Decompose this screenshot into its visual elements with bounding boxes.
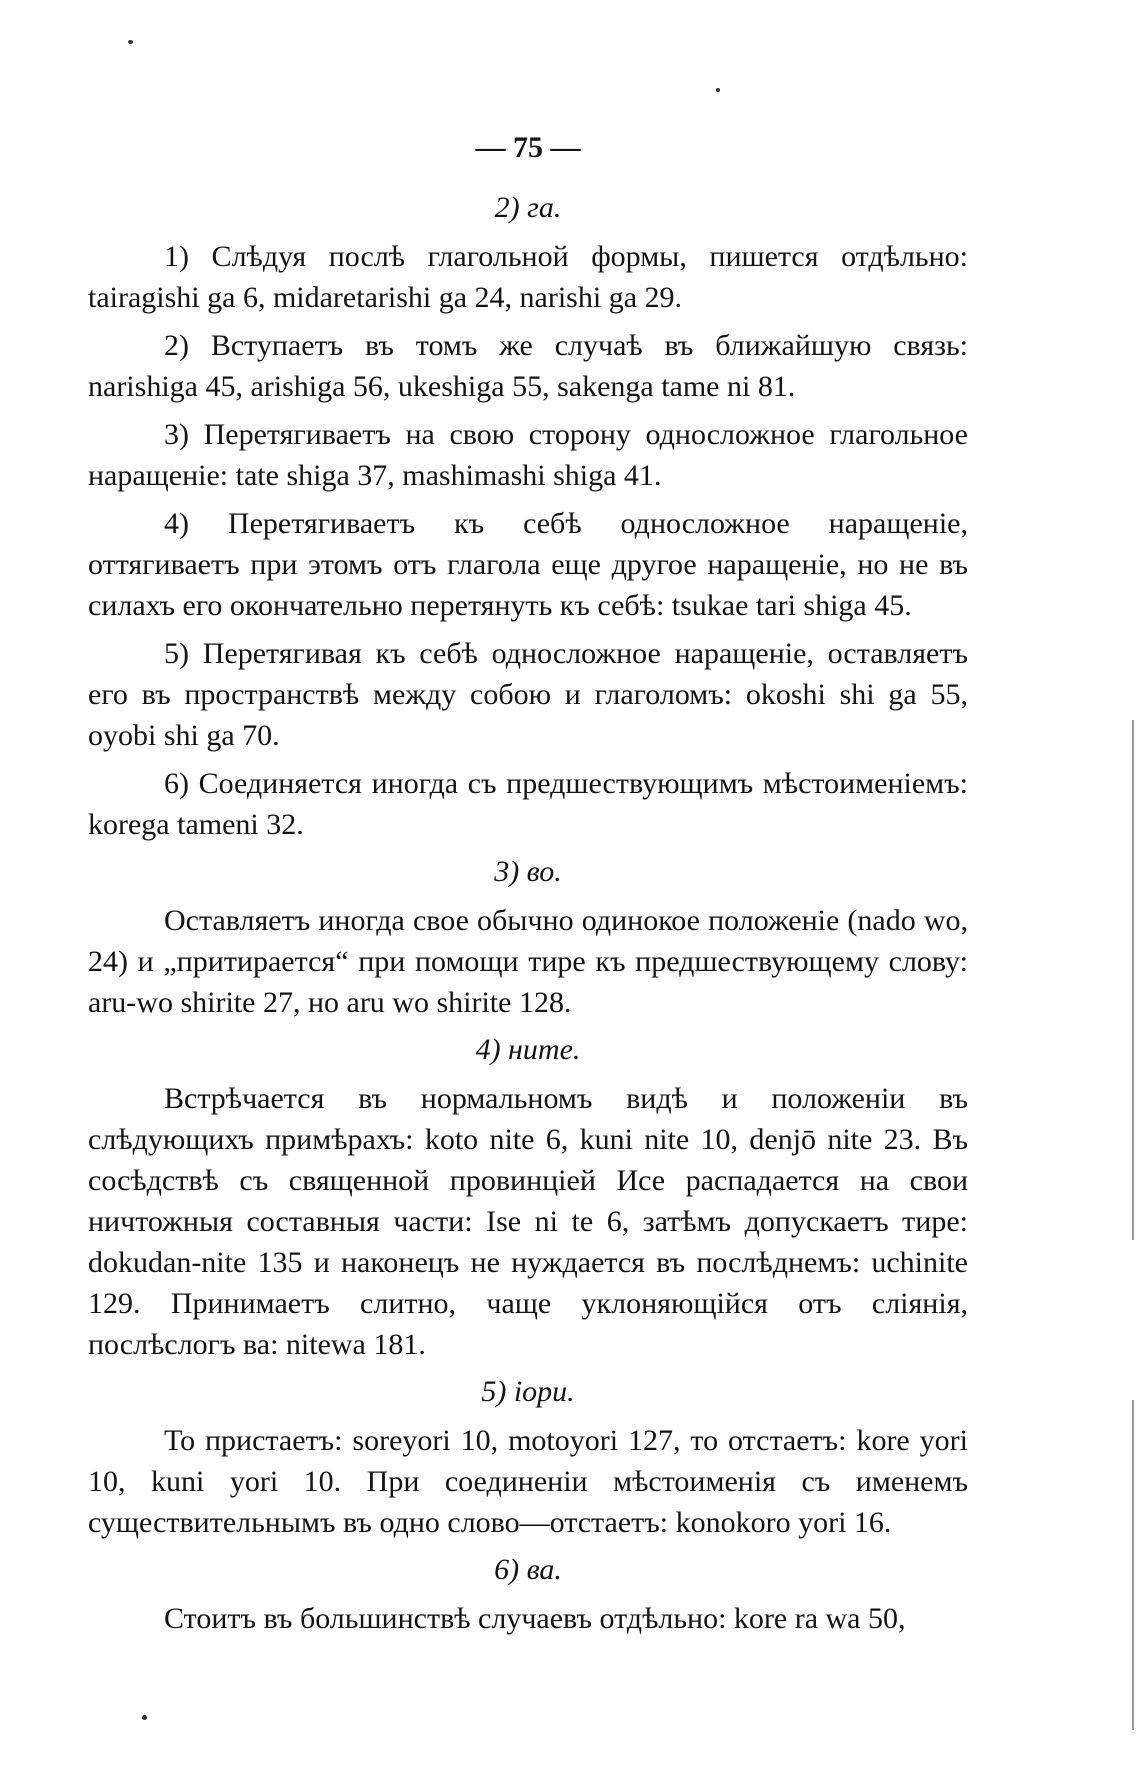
paragraph: 6) Соединяется иногда съ предшествующимъ мѣстоименіемъ: korega tameni 32.: [88, 767, 968, 841]
paragraph: Оставляетъ иногда свое обычно одинокое положеніе (nado wo, 24) и „притирается“ при помощи тире къ предшествующему слову: aru-wo shirite 27, но aru wo shirite 128.: [88, 904, 968, 1019]
section-heading-wo: 3) во.: [494, 855, 562, 888]
paragraph: 4) Перетягиваетъ къ себѣ односложное наращеніе, оттягиваетъ при этомъ отъ глагола еще другое наращеніе, но не въ силахъ его окончательно перетянуть къ себѣ: tsukae tari shiga 45.: [88, 507, 968, 622]
paragraph: 1) Слѣдуя послѣ глагольной формы, пишется отдѣльно: tairagishi ga 6, midaretarishi ga 24, narishi ga 29.: [88, 240, 968, 314]
scan-edge-line: [1132, 1400, 1134, 1730]
section-heading-ga: 2) га.: [494, 191, 562, 224]
paragraph: То пристаетъ: soreyori 10, motoyori 127, то отстаетъ: kore yori 10, kuni yori 10. При соединеніи мѣстоименія съ именемъ существительнымъ въ одно слово—отстаетъ: konokoro yori 16.: [88, 1424, 968, 1539]
scan-speck: [142, 1715, 147, 1720]
paragraph: Встрѣчается въ нормальномъ видѣ и положеніи въ слѣдующихъ примѣрахъ: koto nite 6, kuni nite 10, denjō nite 23. Въ сосѣдствѣ съ священной провинціей Исе распадается на свои ничтожныя составныя части: Ise ni te 6, затѣмъ допускаетъ тире: dokudan-nite 135 и наконецъ не нуждается въ послѣднемъ: uchinite 129. Принимаетъ слитно, чаще уклоняющійся отъ сліянія, послѣслогъ ва: nitewa 181.: [88, 1082, 968, 1361]
paragraph: 2) Вступаетъ въ томъ же случаѣ въ ближайшую связь: narishiga 45, arishiga 56, ukeshiga 55, sakenga tame ni 81.: [88, 329, 968, 403]
text-column: [88, 128, 968, 1646]
scan-speck: [716, 88, 720, 92]
section-heading-yori: 5) іори.: [481, 1375, 575, 1408]
section-heading-nite: 4) ниmе.: [475, 1033, 581, 1066]
scan-edge-line: [1132, 720, 1134, 1240]
page-number: — 75 —: [475, 131, 581, 164]
section-heading-wa: 6) ва.: [494, 1553, 562, 1586]
paragraph: Стоитъ въ большинствѣ случаевъ отдѣльно: kore ra wa 50,: [164, 1602, 906, 1635]
scan-speck: [128, 40, 133, 44]
paragraph: 5) Перетягивая къ себѣ односложное наращеніе, оставляетъ его въ пространствѣ между собою и глаголомъ: okoshi shi ga 55, oyobi shi ga 70.: [88, 637, 968, 752]
paragraph: 3) Перетягиваетъ на свою сторону односложное глагольное наращеніе: tate shiga 37, mashimashi shiga 41.: [88, 418, 968, 492]
